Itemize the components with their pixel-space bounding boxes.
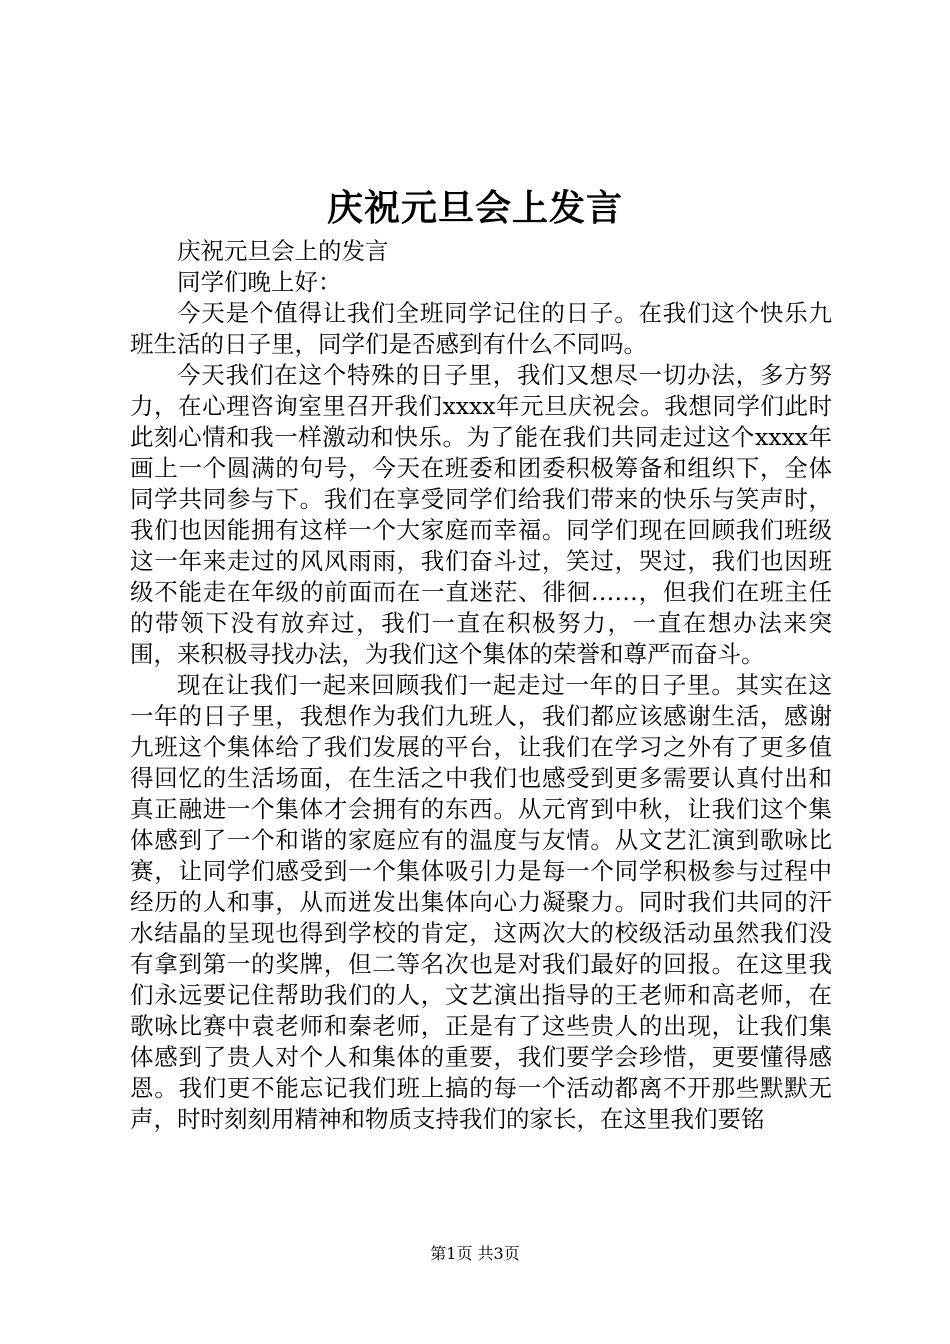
body-paragraph: 现在让我们一起来回顾我们一起走过一年的日子里。其实在这一年的日子里，我想作为我们九班人，我们都应该感谢生活，感谢九班这个集体给了我们发展的平台，让我们在学习之外有了更多值得回忆的生活场面，在生活之中我们也感受到更多需要认真付出和真正融进一个集体才会拥有的东西。从元宵到中秋，让我们这个集体感到了一个和谐的家庭应有的温度与友情。从文艺汇演到歌咏比赛，让同学们感受到一个集体吸引力是每一个同学积极参与过程中经历的人和事，从而迸发出集体向心力凝聚力。同时我们共同的汗水结晶的呈现也得到学校的肯定，这两次大的校级活动虽然我们没有拿到第一的奖牌，但二等名次也是对我们最好的回报。在这里我们永远要记住帮助我们的人，文艺演出指导的王老师和高老师，在歌咏比赛中袁老师和秦老师，正是有了这些贵人的出现，让我们集体感到了贵人对个人和集体的重要，我们要学会珍惜，更要懂得感恩。我们更不能忘记我们班上搞的每一个活动都离不开那些默默无声，时时刻刻用精神和物质支持我们的家长，在这里我们要铭 <box>130 671 832 1133</box>
page-number-footer: 第1页 共3页 <box>430 1244 520 1263</box>
body-paragraph: 今天我们在这个特殊的日子里，我们又想尽一切办法，多方努力，在心理咨询室里召开我们xxxx年元旦庆祝会。我想同学们此时此刻心情和我一样激动和快乐。为了能在我们共同走过这个xxxx年画上一个圆满的句号，今天在班委和团委积极筹备和组织下，全体同学共同参与下。我们在享受同学们给我们带来的快乐与笑声时，我们也因能拥有这样一个大家庭而幸福。同学们现在回顾我们班级这一年来走过的风风雨雨，我们奋斗过，笑过，哭过，我们也因班级不能走在年级的前面而在一直迷茫、徘徊……，但我们在班主任的带领下没有放弃过，我们一直在积极努力，一直在想办法来突围，来积极寻找办法，为我们这个集体的荣誉和尊严而奋斗。 <box>130 361 832 668</box>
body-paragraph: 今天是个值得让我们全班同学记住的日子。在我们这个快乐九班生活的日子里，同学们是否感到有什么不同吗。 <box>130 299 832 358</box>
document-body <box>130 236 832 1135</box>
body-paragraph-heading: 庆祝元旦会上的发言 <box>177 237 389 265</box>
body-paragraph-greeting: 同学们晚上好： <box>177 268 342 296</box>
document-title: 庆祝元旦会上发言 <box>326 187 623 229</box>
